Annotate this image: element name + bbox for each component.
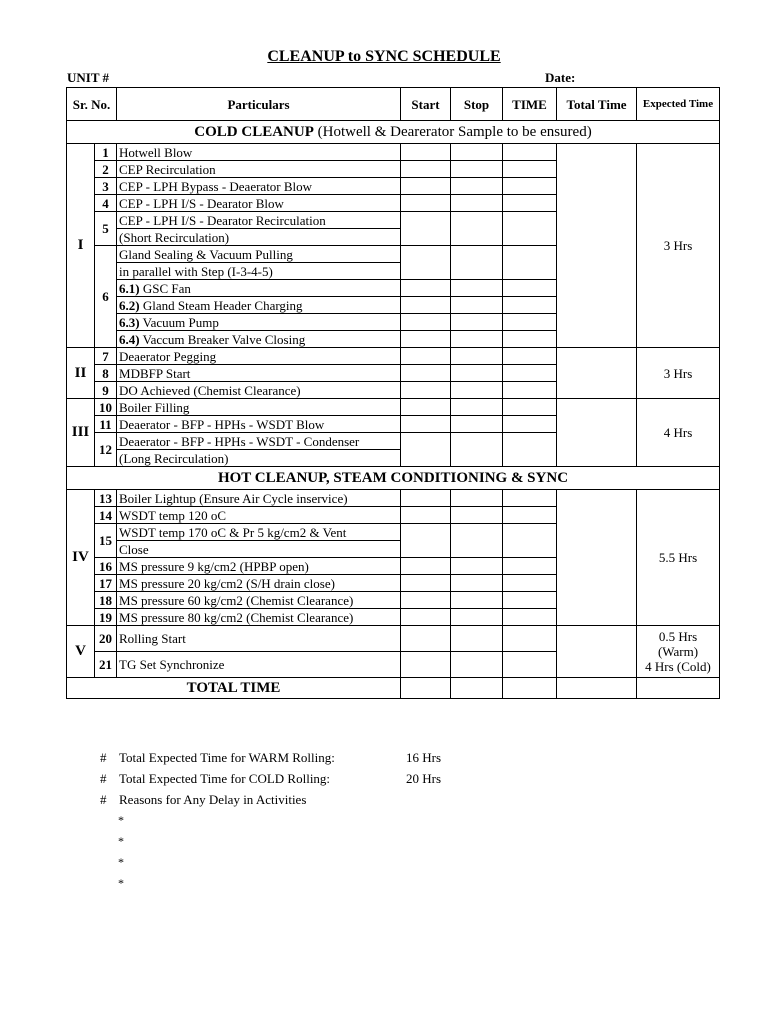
step-number: 14 (95, 507, 117, 524)
total-time-label: TOTAL TIME (67, 678, 401, 699)
total-time-cell[interactable] (503, 678, 557, 699)
time-cell[interactable] (503, 507, 557, 524)
step-text: MS pressure 60 kg/cm2 (Chemist Clearance) (117, 592, 401, 609)
start-cell[interactable] (401, 626, 451, 652)
start-cell[interactable] (401, 433, 451, 467)
substep-text: Vaccum Breaker Valve Closing (139, 331, 306, 347)
step-number: 15 (95, 524, 117, 558)
start-cell[interactable] (401, 331, 451, 348)
start-cell[interactable] (401, 609, 451, 626)
step-text: CEP Recirculation (117, 161, 401, 178)
step-number: 17 (95, 575, 117, 592)
time-cell[interactable] (503, 280, 557, 297)
step-number: 8 (95, 365, 117, 382)
start-cell[interactable] (401, 416, 451, 433)
section-hot-cleanup (67, 467, 720, 490)
schedule-table (66, 87, 720, 699)
total-total-cell[interactable] (557, 678, 637, 699)
step-text-line2: (Long Recirculation) (117, 450, 401, 467)
step-row-1 (67, 144, 720, 161)
stop-cell[interactable] (451, 348, 503, 365)
substep-number: 6.1) (119, 280, 140, 296)
phase-iii-total-cell[interactable] (557, 399, 637, 467)
step-text: Hotwell Blow (117, 144, 401, 161)
step-row-7 (67, 348, 720, 365)
time-cell[interactable] (503, 592, 557, 609)
cold-rolling-value: 20 Hrs (406, 771, 442, 786)
header-expected-time: Expected Time (637, 88, 720, 121)
section-cold-cleanup (67, 121, 720, 144)
step-text: Rolling Start (117, 626, 401, 652)
phase-v-expected-warm-value: 0.5 Hrs (658, 629, 698, 644)
step-text-line1: Deaerator - BFP - HPHs - WSDT - Condenser (117, 433, 401, 450)
step-text: Deaerator - BFP - HPHs - WSDT Blow (117, 416, 401, 433)
header-stop: Stop (451, 88, 503, 121)
total-stop-cell[interactable] (451, 678, 503, 699)
stop-cell[interactable] (451, 280, 503, 297)
stop-cell[interactable] (451, 626, 503, 652)
time-cell[interactable] (503, 246, 557, 280)
step-text: WSDT temp 120 oC (117, 507, 401, 524)
phase-iii-expected: 4 Hrs (637, 399, 720, 467)
step-number: 21 (95, 652, 117, 678)
stop-cell[interactable] (451, 399, 503, 416)
phase-iv-total-cell[interactable] (557, 490, 637, 626)
phase-v-total-cell[interactable] (557, 626, 637, 678)
stop-cell[interactable] (451, 433, 503, 467)
phase-iv-label: IV (67, 490, 95, 626)
stop-cell[interactable] (451, 331, 503, 348)
date-label: Date: (545, 70, 576, 85)
step-number: 10 (95, 399, 117, 416)
time-cell[interactable] (503, 297, 557, 314)
step-text: TG Set Synchronize (117, 652, 401, 678)
step-number: 5 (95, 212, 117, 246)
time-cell[interactable] (503, 314, 557, 331)
unit-label: UNIT # (67, 70, 110, 85)
start-cell[interactable] (401, 652, 451, 678)
time-cell[interactable] (503, 652, 557, 678)
stop-cell[interactable] (451, 558, 503, 575)
header-sr-no: Sr. No. (67, 88, 117, 121)
stop-cell[interactable] (451, 524, 503, 558)
phase-v-expected (637, 626, 720, 678)
start-cell[interactable] (401, 297, 451, 314)
substep-text: Gland Steam Header Charging (139, 297, 303, 313)
time-cell[interactable] (503, 144, 557, 161)
time-cell[interactable] (503, 365, 557, 382)
cold-cleanup-note: (Hotwell & Dearerator Sample to be ensured) (313, 123, 592, 140)
cold-cleanup-title: COLD CLEANUP (194, 123, 314, 140)
stop-cell[interactable] (451, 297, 503, 314)
start-cell[interactable] (401, 246, 451, 280)
header-particulars: Particulars (117, 88, 401, 121)
step-number: 20 (95, 626, 117, 652)
step-text-line1: CEP - LPH I/S - Dearator Recirculation (117, 212, 401, 229)
time-cell[interactable] (503, 609, 557, 626)
step-text: Boiler Filling (117, 399, 401, 416)
hash-marker: # (100, 771, 107, 786)
step-row-13 (67, 490, 720, 507)
start-cell[interactable] (401, 314, 451, 331)
stop-cell[interactable] (451, 575, 503, 592)
delay-reasons-label: Reasons for Any Delay in Activities (119, 792, 307, 807)
start-cell[interactable] (401, 144, 451, 161)
time-cell[interactable] (503, 382, 557, 399)
phase-v-expected-cold: 4 Hrs (Cold) (645, 659, 711, 674)
stop-cell[interactable] (451, 365, 503, 382)
step-number: 3 (95, 178, 117, 195)
stop-cell[interactable] (451, 144, 503, 161)
hot-cleanup-title: HOT CLEANUP, STEAM CONDITIONING & SYNC (217, 469, 569, 486)
step-text: MS pressure 80 kg/cm2 (Chemist Clearance) (117, 609, 401, 626)
step-text: MS pressure 9 kg/cm2 (HPBP open) (117, 558, 401, 575)
stop-cell[interactable] (451, 609, 503, 626)
page-title: CLEANUP to SYNC SCHEDULE (267, 48, 501, 65)
total-start-cell[interactable] (401, 678, 451, 699)
phase-ii-total-cell[interactable] (557, 348, 637, 399)
stop-cell[interactable] (451, 195, 503, 212)
step-text-line2: in parallel with Step (I-3-4-5) (117, 263, 401, 280)
start-cell[interactable] (401, 575, 451, 592)
time-cell[interactable] (503, 212, 557, 246)
time-cell[interactable] (503, 626, 557, 652)
header-time: TIME (503, 88, 557, 121)
step-text: DO Achieved (Chemist Clearance) (117, 382, 401, 399)
time-cell[interactable] (503, 575, 557, 592)
stop-cell[interactable] (451, 416, 503, 433)
time-cell[interactable] (503, 416, 557, 433)
time-cell[interactable] (503, 195, 557, 212)
step-text-line1: Gland Sealing & Vacuum Pulling (117, 246, 401, 263)
header-start: Start (401, 88, 451, 121)
warm-rolling-label: Total Expected Time for WARM Rolling: (119, 750, 335, 765)
step-number: 11 (95, 416, 117, 433)
time-cell[interactable] (503, 331, 557, 348)
cold-rolling-label: Total Expected Time for COLD Rolling: (119, 771, 331, 786)
phase-i-label: I (67, 144, 95, 348)
start-cell[interactable] (401, 507, 451, 524)
substep-number: 6.2) (119, 297, 140, 313)
step-number: 2 (95, 161, 117, 178)
phase-ii-expected: 3 Hrs (637, 348, 720, 399)
substep-text: Vacuum Pump (139, 314, 219, 330)
step-text: Deaerator Pegging (117, 348, 401, 365)
start-cell[interactable] (401, 280, 451, 297)
start-cell[interactable] (401, 592, 451, 609)
hash-marker: # (100, 750, 107, 765)
total-expected-cell[interactable] (637, 678, 720, 699)
substep-number: 6.4) (119, 331, 140, 347)
substep-text: GSC Fan (139, 280, 191, 296)
step-number: 19 (95, 609, 117, 626)
time-cell[interactable] (503, 524, 557, 558)
step-number: 18 (95, 592, 117, 609)
step-text: MS pressure 20 kg/cm2 (S/H drain close) (117, 575, 401, 592)
phase-i-expected: 3 Hrs (637, 144, 720, 348)
stop-cell[interactable] (451, 314, 503, 331)
time-cell[interactable] (503, 433, 557, 467)
start-cell[interactable] (401, 524, 451, 558)
phase-ii-label: II (67, 348, 95, 399)
stop-cell[interactable] (451, 592, 503, 609)
stop-cell[interactable] (451, 161, 503, 178)
step-number: 16 (95, 558, 117, 575)
step-number: 13 (95, 490, 117, 507)
stop-cell[interactable] (451, 490, 503, 507)
stop-cell[interactable] (451, 507, 503, 524)
step-text-line2: (Short Recirculation) (117, 229, 401, 246)
time-cell[interactable] (503, 558, 557, 575)
start-cell[interactable] (401, 365, 451, 382)
warm-rolling-value: 16 Hrs (406, 750, 442, 765)
step-number: 1 (95, 144, 117, 161)
start-cell[interactable] (401, 161, 451, 178)
phase-v-label: V (67, 626, 95, 678)
step-number: 12 (95, 433, 117, 467)
stop-cell[interactable] (451, 212, 503, 246)
stop-cell[interactable] (451, 246, 503, 280)
stop-cell[interactable] (451, 178, 503, 195)
step-number: 9 (95, 382, 117, 399)
time-cell[interactable] (503, 490, 557, 507)
header-total-time: Total Time (557, 88, 637, 121)
step-number: 4 (95, 195, 117, 212)
start-cell[interactable] (401, 382, 451, 399)
stop-cell[interactable] (451, 382, 503, 399)
phase-iii-label: III (67, 399, 95, 467)
step-row-20 (67, 626, 720, 652)
step-text: MDBFP Start (117, 365, 401, 382)
time-cell[interactable] (503, 161, 557, 178)
stop-cell[interactable] (451, 652, 503, 678)
step-text-line2: Close (117, 541, 401, 558)
start-cell[interactable] (401, 212, 451, 246)
phase-v-expected-warm-label: (Warm) (657, 644, 699, 659)
start-cell[interactable] (401, 490, 451, 507)
phase-i-total-cell[interactable] (557, 144, 637, 348)
header-row (67, 88, 720, 121)
phase-iv-expected: 5.5 Hrs (637, 490, 720, 626)
step-number: 6 (95, 246, 117, 348)
time-cell[interactable] (503, 348, 557, 365)
time-cell[interactable] (503, 399, 557, 416)
start-cell[interactable] (401, 558, 451, 575)
step-text-line1: WSDT temp 170 oC & Pr 5 kg/cm2 & Vent (117, 524, 401, 541)
step-row-10 (67, 399, 720, 416)
time-cell[interactable] (503, 178, 557, 195)
start-cell[interactable] (401, 178, 451, 195)
total-time-row (67, 678, 720, 699)
step-text: CEP - LPH Bypass - Deaerator Blow (117, 178, 401, 195)
step-text: Boiler Lightup (Ensure Air Cycle inservice) (117, 490, 401, 507)
start-cell[interactable] (401, 195, 451, 212)
step-text: CEP - LPH I/S - Dearator Blow (117, 195, 401, 212)
start-cell[interactable] (401, 348, 451, 365)
substep-number: 6.3) (119, 314, 140, 330)
start-cell[interactable] (401, 399, 451, 416)
hash-marker: # (100, 792, 107, 807)
step-number: 7 (95, 348, 117, 365)
